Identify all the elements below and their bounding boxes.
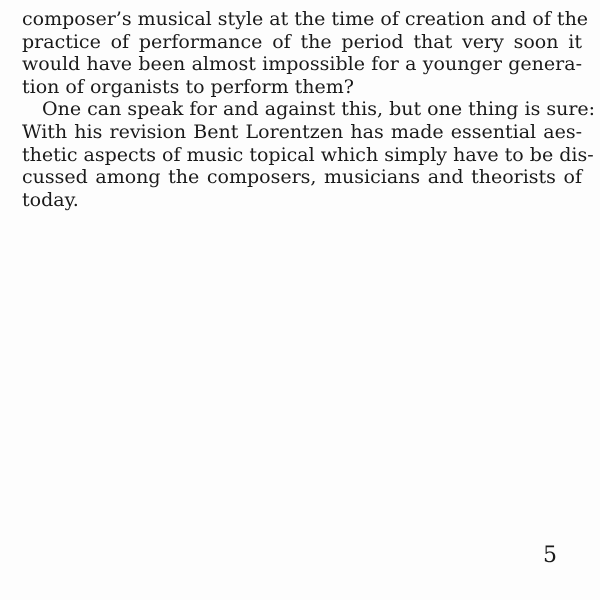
text-line: With his revision Bent Lorentzen has made essential aes- [22, 120, 582, 143]
text-line: today. [22, 188, 79, 211]
text-line: practice of performance of the period that very soon it [22, 30, 582, 53]
page-number: 5 [543, 543, 557, 568]
text-line: cussed among the composers, musicians and theorists of [22, 166, 582, 189]
text-line: would have been almost impossible for a younger genera- [22, 53, 582, 76]
text-line: composer’s musical style at the time of creation and of the [22, 8, 589, 30]
text-line: tion of organists to perform them? [22, 75, 354, 98]
paragraph-1 [22, 8, 589, 98]
text-line: thetic aspects of music topical which simply have to be dis- [22, 143, 594, 166]
text-line: One can speak for and against this, but one thing is sure: [42, 98, 596, 121]
body-text [22, 8, 596, 211]
paragraph-2 [22, 98, 596, 211]
